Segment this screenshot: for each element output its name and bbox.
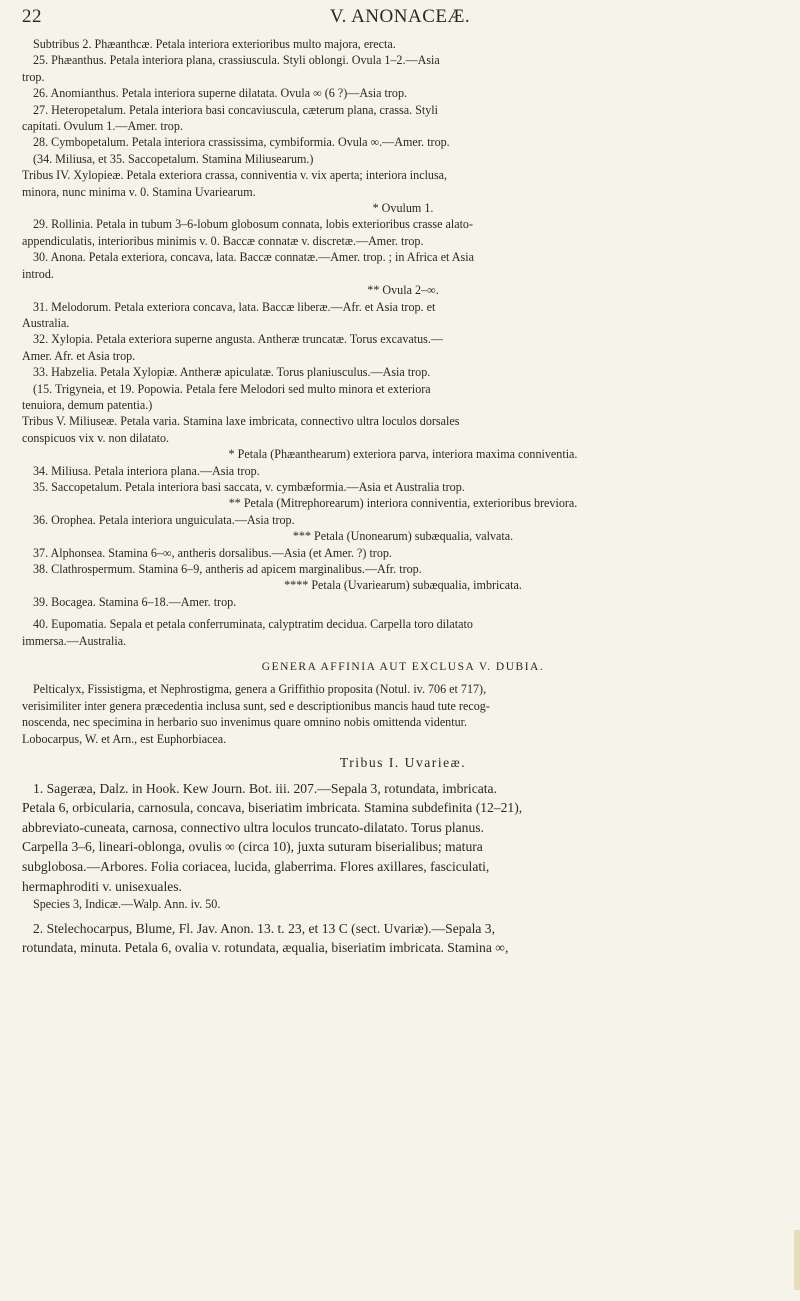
text-line: conspicuos vix v. non dilatato.	[22, 430, 170, 445]
text-line: rotundata, minuta. Petala 6, ovalia v. rotundata, æqualia, biseriatim imbricata. Stamina ∞,	[22, 940, 509, 956]
text-line: Lobocarpus, W. et Arn., est Euphorbiacea.	[22, 731, 227, 746]
text-line: (34. Miliusa, et 35. Saccopetalum. Stamina Miliusearum.)	[33, 151, 314, 166]
running-head: V. ANONACEÆ.	[329, 6, 471, 27]
text-line: minora, nunc minima v. 0. Stamina Uvariearum.	[22, 184, 256, 199]
text-line: Amer. Afr. et Asia trop.	[22, 348, 136, 363]
text-line: Australia.	[22, 315, 70, 330]
text-line: (15. Trigyneia, et 19. Popowia. Petala fere Melodori sed multo minora et exteriora	[33, 381, 431, 396]
text-line: capitati. Ovulum 1.—Amer. trop.	[22, 119, 183, 134]
subsection-heading: **** Petala (Uvariearum) subæqualia, imbricata.	[284, 578, 522, 593]
text-line: Petala 6, orbicularia, carnosula, concava, biseriatim imbricata. Stamina subdefinita (12–21),	[22, 800, 523, 816]
text-line: hermaphroditi v. unisexuales.	[22, 878, 182, 894]
text-line: 25. Phæanthus. Petala interiora plana, crassiuscula. Styli oblongi. Ovula 1–2.—Asia	[33, 53, 440, 68]
text-line: 1. Sageræa, Dalz. in Hook. Kew Journ. Bot. iii. 207.—Sepala 3, rotundata, imbricata.	[33, 780, 497, 796]
text-line: 39. Bocagea. Stamina 6–18.—Amer. trop.	[33, 594, 237, 609]
text-line: 35. Saccopetalum. Petala interiora basi saccata, v. cymbæformia.—Asia et Australia trop.	[33, 479, 465, 494]
text-line: 30. Anona. Petala exteriora, concava, lata. Baccæ connatæ.—Amer. trop. ; in Africa et Asia	[33, 250, 474, 265]
text-line: 32. Xylopia. Petala exteriora superne angusta. Antheræ truncatæ. Torus excavatus.—	[33, 332, 444, 347]
text-line: 40. Eupomatia. Sepala et petala conferruminata, calyptratim decidua. Carpella toro dilatato	[33, 617, 473, 632]
page-header	[22, 6, 778, 30]
text-line: Carpella 3–6, lineari-oblonga, ovulis ∞ (circa 10), juxta suturam biserialibus; matura	[22, 839, 483, 855]
text-line: 26. Anomianthus. Petala interiora superne dilatata. Ovula ∞ (6 ?)—Asia trop.	[33, 86, 408, 101]
page-edge-stain	[794, 1230, 800, 1290]
text-line: Species 3, Indicæ.—Walp. Ann. iv. 50.	[33, 897, 221, 912]
text-line: 33. Habzelia. Petala Xylopiæ. Antheræ apiculatæ. Torus planiusculus.—Asia trop.	[33, 365, 431, 380]
text-line: noscenda, nec specimina in herbario suo invenimus quare omnino nobis omittenda videntur.	[22, 715, 468, 730]
tribus-title: Tribus I. Uvarieæ.	[339, 755, 467, 771]
text-line: 27. Heteropetalum. Petala interiora basi concaviuscula, cæterum plana, crassa. Styli	[33, 102, 439, 117]
text-line: 34. Miliusa. Petala interiora plana.—Asia trop.	[33, 463, 260, 478]
text-line: 2. Stelechocarpus, Blume, Fl. Jav. Anon. 13. t. 23, et 13 C (sect. Uvariæ).—Sepala 3,	[33, 920, 495, 936]
text-line: immersa.—Australia.	[22, 633, 127, 648]
subsection-heading: *** Petala (Unonearum) subæqualia, valvata.	[292, 529, 514, 544]
subsection-heading: * Ovulum 1.	[372, 201, 434, 216]
text-line: 37. Alphonsea. Stamina 6–∞, antheris dorsalibus.—Asia (et Amer. ?) trop.	[33, 545, 392, 560]
text-line: verisimiliter inter genera præcedentia inclusa sunt, sed e descriptionibus mancis haud tute recog-	[22, 698, 490, 713]
text-line: introd.	[22, 266, 54, 281]
body-text	[22, 36, 784, 958]
subsection-heading: ** Petala (Mitrephorearum) interiora conniventia, exterioribus breviora.	[228, 496, 578, 511]
text-line: 36. Orophea. Petala interiora unguiculata.—Asia trop.	[33, 512, 295, 527]
tribus-heading: Tribus IV. Xylopieæ. Petala exteriora crassa, conniventia v. vix aperta; interiora inclusa,	[22, 168, 448, 183]
text-line: abbreviato-cuneata, carnosa, connectivo ultra loculos truncato-dilatato. Torus planus.	[22, 819, 484, 835]
text-line: 28. Cymbopetalum. Petala interiora crassissima, cymbiformia. Ovula ∞.—Amer. trop.	[33, 135, 450, 150]
tribus-heading: Tribus V. Miliuseæ. Petala varia. Stamina laxe imbricata, connectivo ultra loculos dorsales	[22, 414, 460, 429]
text-line: Pelticalyx, Fissistigma, et Nephrostigma, genera a Griffithio proposita (Notul. iv. 706 et 717),	[33, 682, 487, 697]
text-line: 38. Clathrospermum. Stamina 6–9, antheris ad apicem marginalibus.—Afr. trop.	[33, 562, 422, 576]
text-line: trop.	[22, 69, 45, 84]
text-line: tenuiora, demum patentia.)	[22, 397, 153, 412]
subsection-heading: ** Ovula 2–∞.	[367, 283, 439, 298]
text-line: 29. Rollinia. Petala in tubum 3–6-lobum globosum connata, lobis exterioribus crasse alato-	[33, 217, 473, 232]
text-line: Subtribus 2. Phæanthcæ. Petala interiora exterioribus multo majora, erecta.	[33, 37, 396, 51]
subsection-heading: * Petala (Phæanthearum) exteriora parva, interiora maxima conniventia.	[228, 447, 578, 462]
page-number: 22	[22, 6, 42, 27]
text-line: subglobosa.—Arbores. Folia coriacea, lucida, glaberrima. Flores axillares, fasciculati,	[22, 859, 490, 875]
section-heading: GENERA AFFINIA AUT EXCLUSA V. DUBIA.	[261, 661, 545, 674]
text-line: appendiculatis, interioribus minimis v. 0. Baccæ connatæ v. discretæ.—Amer. trop.	[22, 233, 424, 248]
text-line: 31. Melodorum. Petala exteriora concava, lata. Baccæ liberæ.—Afr. et Asia trop. et	[33, 299, 436, 314]
